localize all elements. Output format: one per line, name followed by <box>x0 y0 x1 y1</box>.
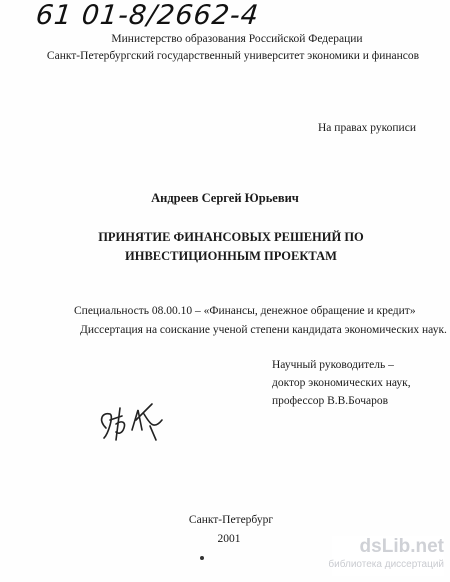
handwritten-signature <box>92 390 172 450</box>
supervisor-name: профессор В.В.Бочаров <box>272 395 389 407</box>
city: Санкт-Петербург <box>188 514 274 526</box>
dissertation-line: Диссертация на соискание ученой степени кандидата экономических наук. <box>80 324 447 336</box>
watermark-logo: dsLib.net <box>359 536 444 557</box>
thesis-title-line-1: ПРИНЯТИЕ ФИНАНСОВЫХ РЕШЕНИЙ ПО <box>98 230 364 244</box>
watermark-subtitle: библиотека диссертаций <box>328 559 444 570</box>
supervisor-label: Научный руководитель – <box>272 359 394 371</box>
rights-note: На правах рукописи <box>318 122 416 134</box>
author-name: Андреев Сергей Юрьевич <box>151 191 299 205</box>
thesis-title-line-2: ИНВЕСТИЦИОННЫМ ПРОЕКТАМ <box>125 249 337 263</box>
university-heading: Санкт-Петербургский государственный университет экономики и финансов <box>46 50 420 62</box>
watermark <box>328 536 444 576</box>
ministry-heading: Министерство образования Российской Федерации <box>111 33 363 45</box>
scan-dot <box>200 556 204 560</box>
year: 2001 <box>217 533 241 545</box>
specialty-line: Специальность 08.00.10 – «Финансы, денежное обращение и кредит» <box>74 305 416 317</box>
handwritten-archive-code: 61 01-8/2662-4 <box>34 0 261 31</box>
supervisor-degree: доктор экономических наук, <box>272 377 411 389</box>
